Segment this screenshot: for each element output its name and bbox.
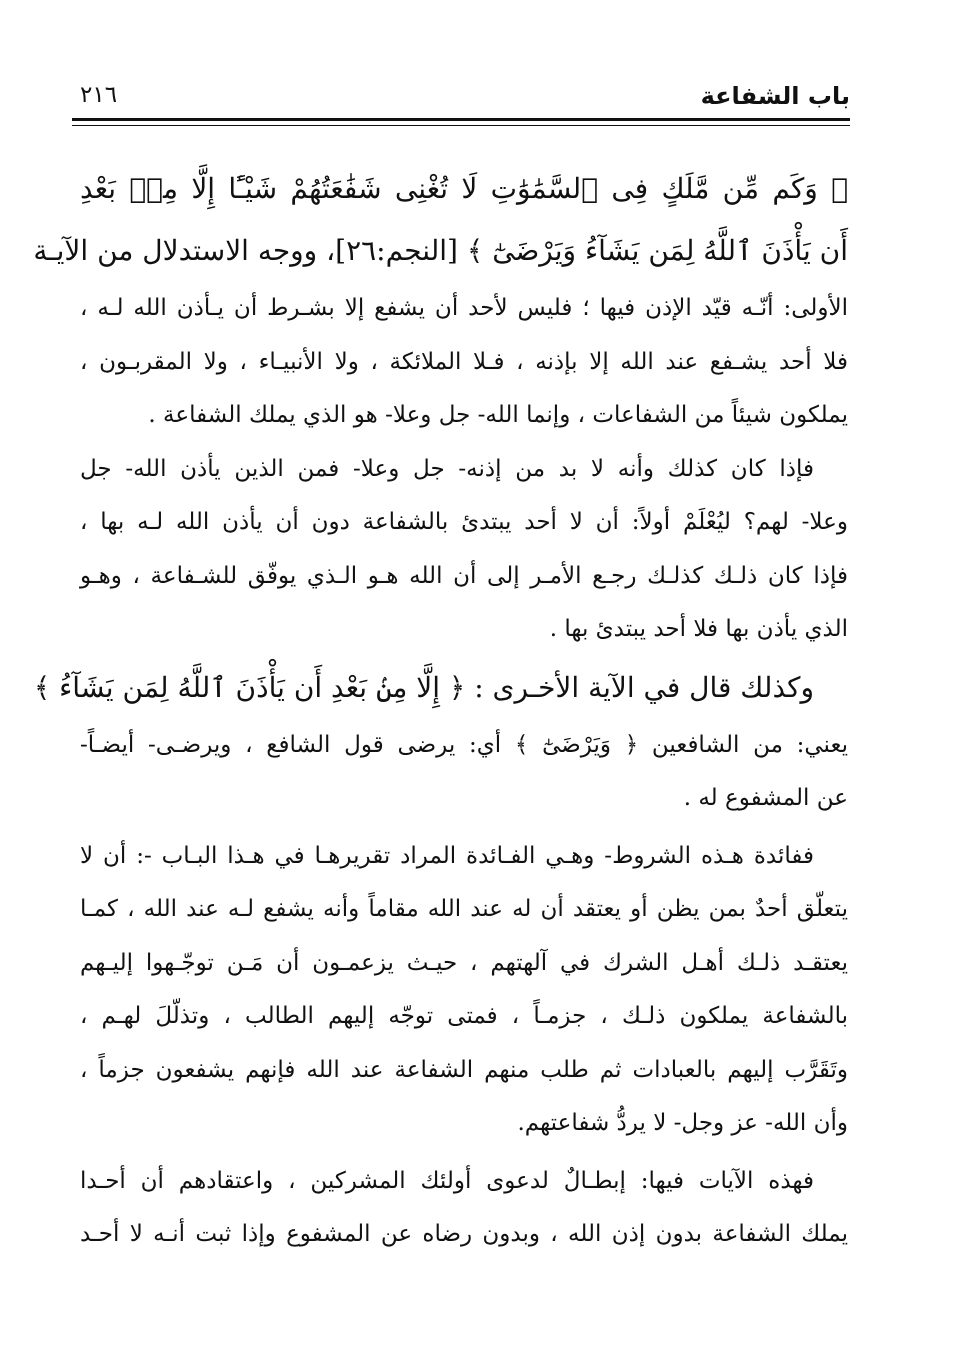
text-line: يتعلّق أحدٌ بمن يظن أو يعتقد أن له عند الله مقاماً وأنه يشفع لـه عند الله ، كمـا [80,896,848,922]
text-line: وكذلك قال في الآية الأخـرى : ﴿ إِلَّا مِنۢ بَعْدِ أَن يَأْذَنَ ٱللَّهُ لِمَن يَشَآءُ ﴾ [33,670,814,704]
text-line: وأن الله- عز وجل- لا يردُّ شفاعتهم. [517,1110,848,1136]
page-body [33,158,848,1262]
header-rule [72,118,850,126]
text-line: أَن يَأْذَنَ ٱللَّهُ لِمَن يَشَآءُ وَيَرْضَىٰٓ ﴾ [النجم:٢٦]، ووجه الاستدلال من الآيـة [33,234,848,267]
text-line: وعلا- لهم؟ ليُعْلَمْ أولاً: أن لا أحد يبتدئ بالشفاعة دون أن يأذن الله لـه بها ، [80,509,848,535]
text-line: يملك الشفاعة بدون إذن الله ، وبدون رضاه عن المشفوع وإذا ثبت أنـه لا أحـد [80,1221,848,1247]
text-line: يملكون شيئاً من الشفاعات ، وإنما الله- جل وعلا- هو الذي يملك الشفاعة . [148,402,848,428]
text-line: الأولى: أنّـه قيّد الإذن فيها ؛ فليس لأحد أن يشفع إلا بشـرط أن يـأذن الله لـه ، [80,295,848,321]
text-line: يعني: من الشافعين ﴿ وَيَرْضَىٰٓ ﴾ أي: يرضى قول الشافع ، ويرضـى- أيضـاً- [80,731,848,758]
text-line: عن المشفوع له . [683,785,848,811]
page-header [72,78,850,120]
text-line: ففائدة هـذه الشروط- وهـي الفـائدة المراد تقريرهـا في هـذا البـاب -: أن لا [80,842,814,869]
chapter-title: باب الشفاعة [700,82,850,110]
text-line: وتَقَرَّب إليهم بالعبادات ثم طلب منهم الشفاعة عند الله فإنهم يشفعون جزماً ، [80,1056,848,1083]
text-line: فلا أحد يشـفع عند الله إلا بإذنه ، فـلا الملائكة ، ولا الأنبيـاء ، ولا المقربـون ، [80,348,848,375]
text-line: فإذا كان ذلـك كذلـك رجـع الأمـر إلى أن الله هـو الـذي يوفّق للشـفاعة ، وهـو [80,562,848,589]
text-line: ﴿ وَكَم مِّن مَّلَكٍ فِى ٱلسَّمَٰوَٰتِ لَا تُغْنِى شَفَٰعَتُهُمْ شَيْـًٔا إِلَّا مِنۢ بَعْدِ [80,172,848,205]
text-line: بالشفاعة يملكون ذلـك ، جزمـاً ، فمتى توجّه إليهم الطالب ، وتذلّلَ لهـم ، [80,1003,848,1029]
text-line: فهذه الآيات فيها: إبطـالٌ لدعوى أولئك المشركين ، واعتقادهم أن أحـدا [80,1167,814,1194]
text-line: فإذا كان كذلك وأنه لا بد من إذنه- جل وعلا- فمن الذين يأذن الله- جل [80,455,814,482]
page-number: ٢١٦ [80,82,118,108]
text-line: يعتقـد ذلـك أهـل الشرك في آلهتهم ، حيـث يزعمـون أن مَـن توجّـهوا إليـهم [80,949,848,976]
text-line: الذي يأذن بها فلا أحد يبتدئ بها . [549,616,848,642]
